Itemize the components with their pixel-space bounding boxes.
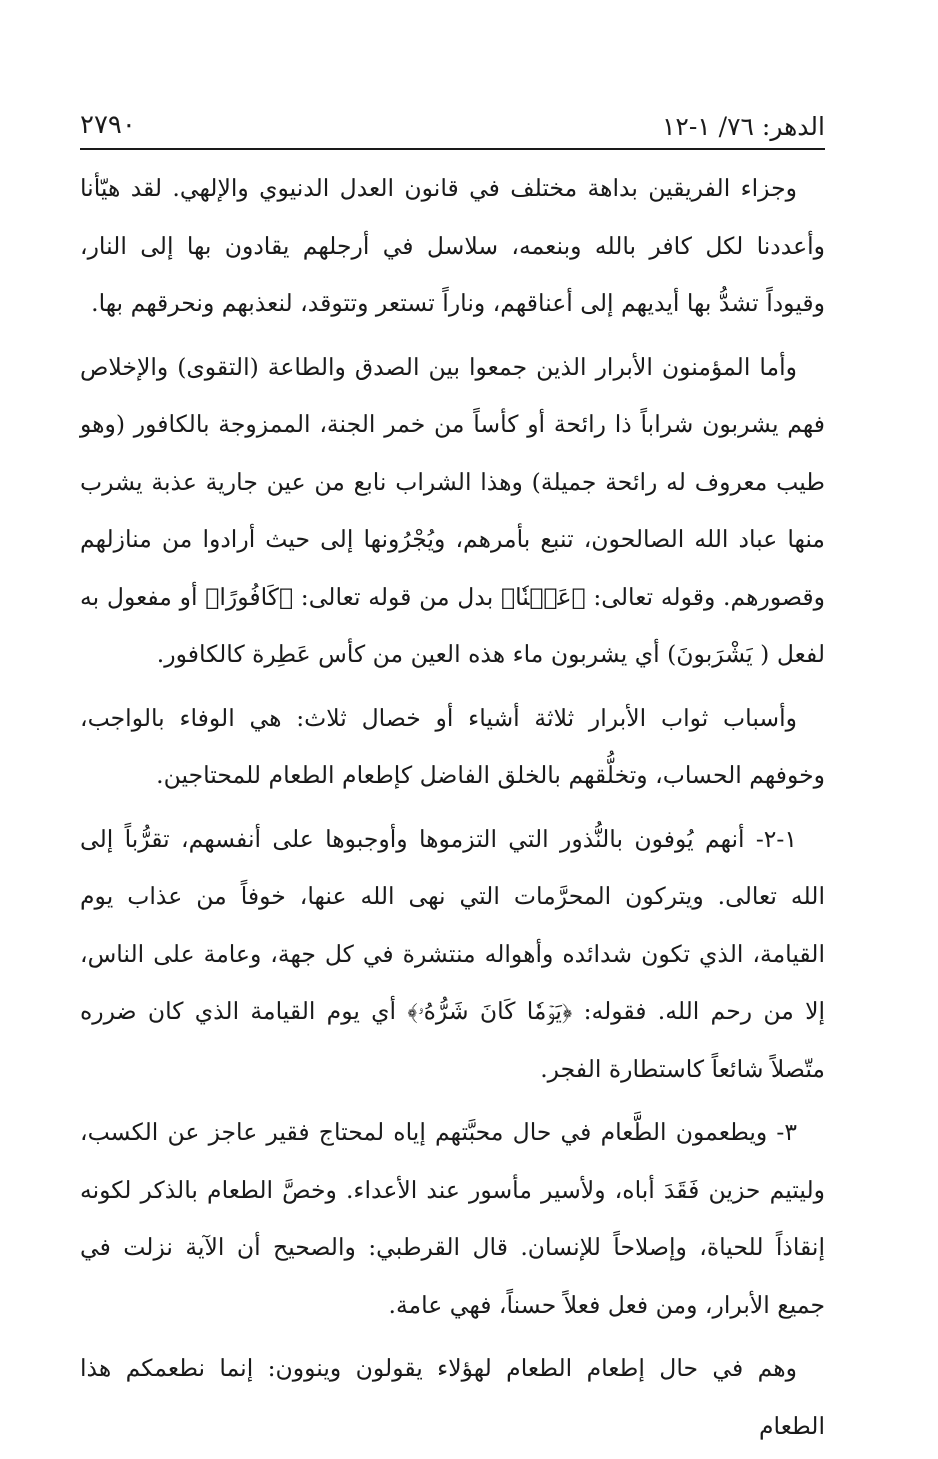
page-body: [80, 160, 825, 1455]
paragraph: ١-٢- أنهم يُوفون بالنُّذور التي التزموها وأوجبوها على أنفسهم، تقرُّباً إلى الله تعالى. ويتركون المحرَّمات التي نهى الله عنها، خوفاً من عذاب يوم القيامة، الذي تكون شدائده وأهواله منتشرة في كل جهة، وعامة على الناس، إلا من رحم الله. فقوله: ﴿يَوۡمٗا كَانَ شَرُّهُۥ﴾ أي يوم القيامة الذي كان ضرره متّصلاً شائعاً كاستطارة الفجر.: [80, 824, 825, 1083]
paragraph: وأسباب ثواب الأبرار ثلاثة أشياء أو خصال ثلاث: هي الوفاء بالواجب، وخوفهم الحساب، وتخلُّقهم بالخلق الفاضل كإطعام الطعام للمحتاجين.: [80, 703, 825, 789]
book-page: [80, 96, 825, 1459]
running-header-title: الدهر: ٧٦/ ١-١٢: [661, 112, 825, 141]
paragraph: وهم في حال إطعام الطعام لهؤلاء يقولون وينوون: إنما نطعمكم هذا الطعام: [80, 1354, 825, 1440]
paragraph: ٣- ويطعمون الطَّعام في حال محبَّتهم إياه لمحتاج فقير عاجز عن الكسب، وليتيم حزين فَقَدَ أباه، ولأسير مأسور عند الأعداء. وخصَّ الطعام بالذكر لكونه إنقاذاً للحياة، وإصلاحاً للإنسان. قال القرطبي: والصحيح أن الآية نزلت في جميع الأبرار، ومن فعل فعلاً حسناً، فهي عامة.: [80, 1118, 825, 1319]
paragraph: وجزاء الفريقين بداهة مختلف في قانون العدل الدنيوي والإلهي. لقد هيّأنا وأعددنا لكل كافر بالله وبنعمه، سلاسل في أرجلهم يقادون بها إلى النار، وقيوداً تشدُّ بها أيديهم إلى أعناقهم، وناراً تستعر وتتوقد، لنعذبهم ونحرقهم بها.: [80, 174, 825, 317]
page-number: ٢٧٩٠: [80, 110, 136, 140]
header-rule: [80, 148, 825, 150]
paragraph: وأما المؤمنون الأبرار الذين جمعوا بين الصدق والطاعة (التقوى) والإخلاص فهم يشربون شراباً ذا رائحة أو كأساً من خمر الجنة، الممزوجة بالكافور (وهو طيب معروف له رائحة جميلة) وهذا الشراب نابع من عين جارية عذبة يشرب منها عباد الله الصالحون، تنبع بأمرهم، ويُجْرُونها إلى حيث أرادوا من منازلهم وقصورهم. وقوله تعالى: ﴿عَيۡنٗا﴾ بدل من قوله تعالى: ﴿كَافُورًا﴾ أو مفعول به لفعل ( يَشْرَبونَ) أي يشربون ماء هذه العين من كأس عَطِرة كالكافور.: [80, 352, 825, 668]
running-header: [80, 96, 825, 148]
